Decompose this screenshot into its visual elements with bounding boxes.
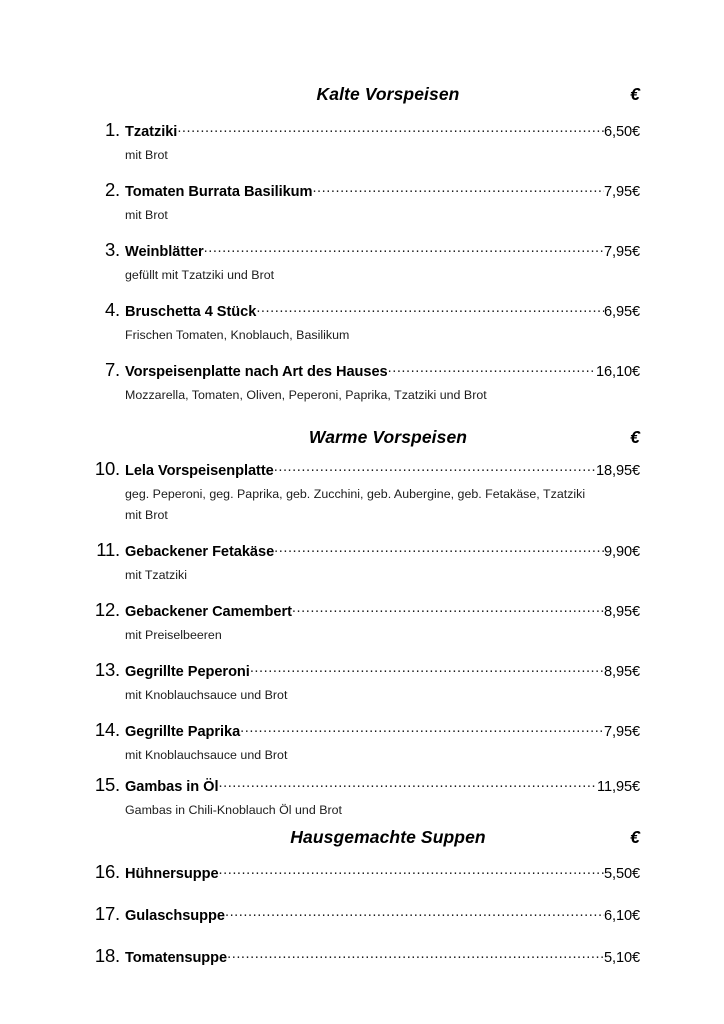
dot-leader <box>256 300 604 316</box>
item-number: 17. <box>94 903 120 925</box>
item-number: 14. <box>94 718 120 740</box>
item-description: Mozzarella, Tomaten, Oliven, Peperoni, Paprika, Tzatziki und Brot <box>125 388 487 403</box>
item-price: 8,95€ <box>603 663 640 680</box>
section-title: Warme Vorspeisen <box>308 427 468 448</box>
menu-item[interactable] <box>84 719 640 765</box>
menu-item-line <box>84 599 640 621</box>
item-price: 8,95€ <box>603 603 640 620</box>
item-number: 3. <box>104 239 120 261</box>
menu-item[interactable] <box>84 299 640 345</box>
section-currency-symbol: € <box>630 427 640 448</box>
dot-leader <box>225 904 604 920</box>
section-heading-kalte-vorspeisen <box>84 84 640 105</box>
menu-item-line <box>84 861 640 883</box>
item-name: Gulaschsuppe <box>125 908 225 925</box>
item-number: 18. <box>94 945 120 967</box>
item-name: Tzatziki <box>125 124 178 140</box>
item-number: 2. <box>104 179 120 201</box>
item-name: Gebackener Fetakäse <box>125 543 275 560</box>
menu-item-line <box>84 119 640 141</box>
item-name: Vorspeisenplatte nach Art des Hauses <box>125 364 388 381</box>
menu-item[interactable] <box>84 945 640 967</box>
item-description: gefüllt mit Tzatziki und Brot <box>125 268 275 283</box>
menu-item[interactable] <box>84 458 640 524</box>
item-number: 15. <box>94 774 120 796</box>
dot-leader <box>218 775 597 791</box>
item-price: 6,10€ <box>603 908 640 925</box>
item-name: Gambas in Öl <box>125 779 219 796</box>
menu-item[interactable] <box>84 774 640 820</box>
item-number: 1. <box>104 119 120 140</box>
dot-leader <box>177 120 604 136</box>
menu-item[interactable] <box>84 659 640 705</box>
dot-leader <box>274 459 596 475</box>
item-price: 7,95€ <box>603 184 640 201</box>
item-name: Hühnersuppe <box>125 866 219 883</box>
item-name: Weinblätter <box>125 244 204 261</box>
item-number: 10. <box>94 458 120 480</box>
menu-item[interactable] <box>84 119 640 165</box>
item-description: mit Brot <box>125 208 168 223</box>
menu-item[interactable] <box>84 179 640 225</box>
section-currency-symbol: € <box>630 827 640 848</box>
menu-item-line <box>84 359 640 381</box>
menu-item-line <box>84 458 640 480</box>
item-description: mit Knoblauchsauce und Brot <box>125 747 288 762</box>
menu-item-line <box>84 179 640 201</box>
item-number: 16. <box>94 861 120 883</box>
item-description: mit Preiselbeeren <box>125 627 222 642</box>
item-price: 18,95€ <box>595 463 640 480</box>
section-title: Hausgemachte Suppen <box>290 827 486 848</box>
item-number: 13. <box>94 658 120 680</box>
item-description: mit Tzatziki <box>125 567 187 582</box>
item-number: 4. <box>104 299 120 321</box>
menu-item-line <box>84 659 640 681</box>
menu-item[interactable] <box>84 539 640 585</box>
item-description: Gambas in Chili-Knoblauch Öl und Brot <box>125 803 342 818</box>
menu-item-line <box>84 299 640 321</box>
item-price: 5,50€ <box>603 866 640 883</box>
menu-item-line <box>84 719 640 741</box>
dot-leader <box>292 600 604 616</box>
section-heading-warme-vorspeisen <box>84 427 640 448</box>
item-price: 6,50€ <box>603 124 640 140</box>
item-name: Tomaten Burrata Basilikum <box>125 184 313 201</box>
item-name: Gegrillte Paprika <box>125 723 241 740</box>
dot-leader <box>274 540 604 556</box>
section-heading-hausgemachte-suppen <box>84 827 640 848</box>
item-price: 11,95€ <box>597 779 640 796</box>
item-number: 7. <box>104 359 120 381</box>
menu-item-line <box>84 945 640 967</box>
menu-item[interactable] <box>84 903 640 925</box>
dot-leader <box>388 360 596 376</box>
dot-leader <box>312 180 604 196</box>
item-price: 6,95€ <box>603 304 640 321</box>
dot-leader <box>250 660 604 676</box>
menu-item[interactable] <box>84 861 640 883</box>
menu-item[interactable] <box>84 359 640 405</box>
item-price: 5,10€ <box>603 950 640 967</box>
item-price: 7,95€ <box>603 723 640 740</box>
item-number: 12. <box>94 598 120 620</box>
menu-item[interactable] <box>84 599 640 645</box>
section-currency-symbol: € <box>630 84 640 104</box>
item-description: Frischen Tomaten, Knoblauch, Basilikum <box>125 328 350 343</box>
item-description: mit Knoblauchsauce und Brot <box>125 687 288 702</box>
item-number: 11. <box>96 538 120 560</box>
menu-item-line <box>84 239 640 261</box>
item-price: 7,95€ <box>603 244 640 261</box>
dot-leader <box>204 240 604 256</box>
menu-item[interactable] <box>84 239 640 285</box>
menu-item-line <box>84 774 640 796</box>
item-price: 9,90€ <box>603 543 640 560</box>
item-name: Tomatensuppe <box>125 950 228 967</box>
item-name: Gebackener Camembert <box>125 603 292 620</box>
menu-item-line <box>84 903 640 925</box>
item-name: Lela Vorspeisenplatte <box>125 463 274 480</box>
item-name: Gegrillte Peperoni <box>125 663 250 680</box>
item-description: geg. Peperoni, geg. Paprika, geb. Zucchini, geb. Aubergine, geb. Fetakäse, Tzatziki mit Brot <box>125 487 586 522</box>
item-name: Bruschetta 4 Stück <box>125 304 257 321</box>
menu-item-line <box>84 539 640 561</box>
dot-leader <box>227 946 604 962</box>
dot-leader <box>240 720 604 736</box>
item-price: 16,10€ <box>595 364 640 381</box>
item-description: mit Brot <box>125 148 168 162</box>
dot-leader <box>219 862 604 878</box>
section-title: Kalte Vorspeisen <box>316 84 460 104</box>
